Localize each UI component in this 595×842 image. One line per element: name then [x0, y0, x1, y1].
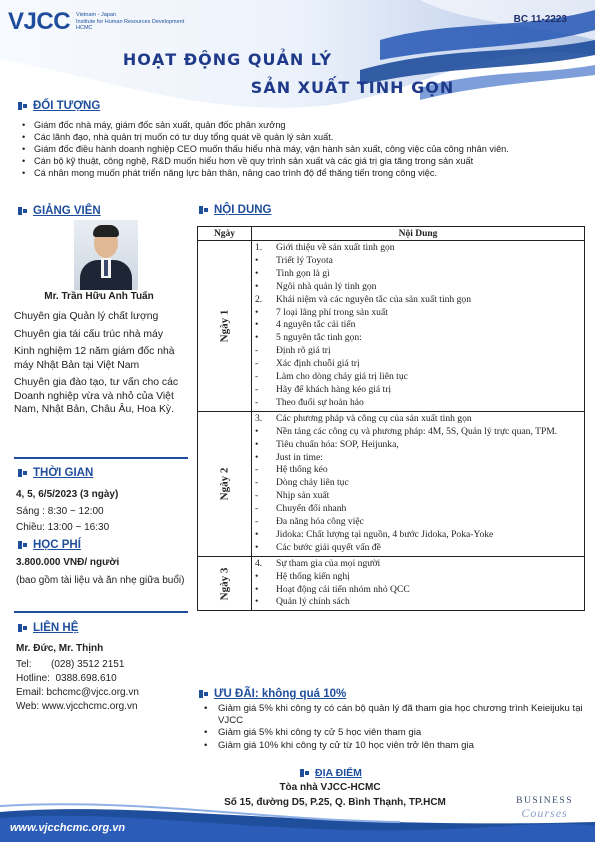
- contact-tel: Tel: (028) 3512 2151: [16, 659, 125, 670]
- table-row: [198, 556, 585, 611]
- list-marker: 3.: [255, 412, 263, 424]
- list-marker: •: [255, 438, 259, 450]
- audience-heading-text: ĐỐI TƯỢNG: [33, 100, 101, 112]
- day-label: Ngày 2: [218, 467, 231, 501]
- lecturer-desc-item: Kinh nghiệm 12 năm giám đốc nhà máy Nhật Bản tại Việt Nam: [14, 346, 175, 371]
- list-marker: -: [255, 345, 259, 357]
- footer-banner: [0, 800, 595, 842]
- content-heading-text: NỘI DUNG: [214, 204, 272, 216]
- table-header-row: [198, 227, 585, 241]
- section-bullet-icon: [18, 102, 28, 110]
- list-item-text: Tiêu chuẩn hóa: SOP, Heijunka,: [276, 438, 399, 450]
- list-item-text: Dòng chảy liên tục: [276, 477, 349, 489]
- list-marker: •: [255, 280, 259, 292]
- lecturer-heading: [18, 205, 101, 217]
- list-marker: •: [255, 451, 259, 463]
- list-item: • Giảm giá 5% khi công ty có cán bộ quản lý đã tham gia học chương trình Keieijuku tại VJCC: [200, 703, 585, 727]
- list-item-text: 4 nguyên tắc cải tiến: [276, 319, 356, 331]
- list-marker: 1.: [255, 242, 263, 253]
- list-marker: -: [255, 477, 259, 489]
- list-item: • Giám đốc nhà máy, giám đốc sản xuất, quản đốc phân xưởng: [22, 119, 578, 131]
- content-table-body: [198, 241, 585, 611]
- list-item: [252, 516, 580, 529]
- footer-url[interactable]: www.vjcchcmc.org.vn: [10, 822, 126, 834]
- list-item-text: Tinh gọn là gì: [276, 267, 330, 279]
- list-item-text: Quản lý chính sách: [276, 596, 350, 608]
- list-marker: •: [255, 319, 259, 331]
- day-cell: [198, 556, 252, 611]
- contact-heading: [18, 622, 78, 634]
- list-item-text: Chuyển đổi nhanh: [276, 503, 347, 515]
- offer-heading-text: ƯU ĐÃI: không quá 10%: [214, 688, 347, 700]
- fee-amount: 3.800.000 VNĐ/ người: [16, 557, 120, 568]
- list-item: [252, 596, 580, 609]
- list-item-text: Hệ thống kiến nghị: [276, 570, 350, 582]
- day-cell: [198, 241, 252, 412]
- list-item: [252, 294, 580, 307]
- schedule-morning: Sáng : 8:30 ~ 12:00: [16, 506, 104, 517]
- list-item: [252, 477, 580, 490]
- section-bullet-icon: [18, 469, 28, 477]
- list-item: [252, 358, 580, 371]
- lecturer-desc-item: Chuyên gia Quản lý chất lượng: [14, 311, 159, 322]
- list-item-text: Triết lý Toyota: [276, 254, 333, 266]
- logo-subtitle: [76, 12, 184, 32]
- list-item: [252, 542, 580, 555]
- list-item-text: Đa năng hóa công việc: [276, 516, 364, 528]
- list-marker: 2.: [255, 293, 263, 305]
- list-item-text: 5 nguyên tắc tinh gọn:: [276, 332, 362, 344]
- section-bullet-icon: [18, 207, 28, 215]
- section-divider: [14, 457, 188, 459]
- table-row: [198, 411, 585, 556]
- list-item: [252, 307, 580, 320]
- page-title-line-1: HOẠT ĐỘNG QUẢN LÝ: [122, 50, 333, 69]
- schedule-afternoon: Chiều: 13:00 ~ 16:30: [16, 522, 110, 533]
- logo-text: VJCC: [8, 8, 71, 35]
- list-item-text: Ngôi nhà quản lý tinh gọn: [276, 280, 377, 292]
- list-marker: •: [255, 267, 259, 279]
- location-heading: [300, 767, 362, 779]
- contact-heading-text: LIÊN HỆ: [33, 622, 79, 634]
- section-bullet-icon: [199, 206, 209, 214]
- list-item-text: Giới thiệu về sản xuất tinh gọn: [276, 242, 395, 253]
- schedule-heading-text: THỜI GIAN: [33, 467, 94, 479]
- section-bullet-icon: [18, 541, 28, 549]
- content-cell: [252, 556, 585, 611]
- list-marker: 4.: [255, 557, 263, 569]
- header-banner: [0, 0, 595, 110]
- logo-sub-line-2: Institute for Human Resources Development: [76, 18, 185, 25]
- list-item: [252, 332, 580, 345]
- document-code: BC 11-2223: [513, 14, 567, 25]
- schedule-dates: 4, 5, 6/5/2023 (3 ngày): [16, 489, 119, 500]
- location-heading-text: ĐỊA ĐIỂM: [315, 767, 362, 779]
- list-marker: •: [255, 254, 259, 266]
- column-header-content: Nội Dung: [252, 227, 585, 241]
- location-address: Số 15, đường D5, P.25, Q. Bình Thạnh, TP.HCM: [224, 797, 446, 808]
- list-marker: -: [255, 464, 259, 476]
- list-item-text: Just in time:: [276, 451, 323, 463]
- list-marker: -: [255, 516, 259, 528]
- location-name: Tòa nhà VJCC-HCMC: [279, 782, 381, 793]
- list-item-text: Hệ thống kéo: [276, 464, 328, 476]
- contact-hotline: Hotline: 0388.698.610: [16, 673, 117, 684]
- lecturer-description: [14, 310, 192, 421]
- list-item: [252, 345, 580, 358]
- list-item: • Giảm giá 10% khi công ty cử từ 10 học viên trở lên tham gia: [200, 740, 585, 752]
- vjcc-logo: [8, 8, 184, 36]
- list-item: • Các lãnh đạo, nhà quản trị muốn có tư duy tổng quát về quản lý sản xuất.: [22, 131, 578, 143]
- fee-heading-text: HỌC PHÍ: [33, 539, 81, 551]
- footer-wave-decoration: [0, 800, 595, 842]
- list-item: [252, 397, 580, 410]
- list-item: [252, 268, 580, 281]
- lecturer-desc-item: Chuyên gia tái cấu trúc nhà máy: [14, 328, 164, 340]
- content-cell: [252, 411, 585, 556]
- fee-heading: [18, 539, 81, 551]
- list-item: • Giảm giá 5% khi công ty cử 5 học viên tham gia: [200, 727, 585, 739]
- list-item-text: Hoạt động cải tiến nhóm nhỏ QCC: [276, 583, 410, 595]
- list-marker: •: [255, 528, 259, 540]
- list-marker: •: [255, 425, 259, 437]
- schedule-heading: [18, 467, 93, 479]
- logo-sub-line-3: HCMC: [76, 25, 93, 32]
- contact-email[interactable]: Email: bchcmc@vjcc.org.vn: [16, 687, 139, 698]
- list-item-text: Nền tảng các công cụ và phương pháp: 4M, 5S, Quản lý trực quan, TPM.: [276, 425, 558, 437]
- list-marker: -: [255, 358, 259, 370]
- list-item-text: Jidoka: Chất lượng tại nguồn, 4 bước Jidoka, Poka-Yoke: [276, 528, 494, 540]
- list-item-text: 7 loại lãng phí trong sản xuất: [276, 306, 388, 318]
- brand-line-1: BUSINESS: [516, 796, 573, 806]
- list-marker: •: [255, 332, 259, 344]
- list-marker: •: [255, 583, 259, 595]
- content-list: [252, 557, 584, 611]
- brand-line-2: Courses: [521, 806, 568, 820]
- list-marker: •: [255, 541, 259, 553]
- list-item-text: Định rõ giá trị: [276, 345, 331, 357]
- list-item: • Cá nhân mong muốn phát triển năng lực bản thân, nâng cao trình độ để thăng tiến trong công việc.: [22, 167, 578, 179]
- list-item: [252, 384, 580, 397]
- audience-heading: [18, 100, 100, 112]
- list-item-text: Hãy để khách hàng kéo giá trị: [276, 383, 392, 395]
- contact-names: Mr. Đức, Mr. Thịnh: [16, 643, 104, 654]
- page-title-line-2: SẢN XUẤT TINH GỌN: [250, 78, 455, 97]
- day-cell: [198, 411, 252, 556]
- list-item-text: Sự tham gia của mọi người: [276, 557, 381, 569]
- lecturer-desc-item: Chuyên gia đào tạo, tư vấn cho các Doanh nghiệp vừa và nhỏ của Việt Nam, Nhật Bản, Châu Âu, Hoa Kỳ.: [14, 377, 179, 415]
- list-marker: •: [255, 306, 259, 318]
- audience-list: [22, 119, 578, 179]
- list-marker: -: [255, 503, 259, 515]
- fee-note: (bao gồm tài liệu và ăn nhẹ giữa buổi): [16, 575, 185, 586]
- list-item-text: Làm cho dòng chảy giá trị liên tục: [276, 371, 408, 383]
- list-item-text: Nhịp sản xuất: [276, 490, 330, 502]
- list-item-text: Xác định chuỗi giá trị: [276, 358, 360, 370]
- content-list: [252, 241, 584, 411]
- list-marker: -: [255, 383, 259, 395]
- content-cell: [252, 241, 585, 412]
- list-item-text: Các phương pháp và công cụ của sản xuất tinh gọn: [276, 412, 472, 424]
- list-item: [252, 571, 580, 584]
- list-item: [252, 584, 580, 597]
- list-item: [252, 281, 580, 294]
- list-item: [252, 490, 580, 503]
- list-item: [252, 503, 580, 516]
- lecturer-name: Mr. Trần Hữu Anh Tuấn: [44, 291, 154, 302]
- column-header-day: Ngày: [198, 227, 252, 241]
- list-item: [252, 413, 580, 426]
- list-item: [252, 426, 580, 439]
- content-list: [252, 412, 584, 556]
- table-row: [198, 241, 585, 412]
- section-bullet-icon: [300, 769, 310, 777]
- section-bullet-icon: [18, 624, 28, 632]
- contact-web[interactable]: Web: www.vjcchcmc.org.vn: [16, 701, 138, 712]
- list-item: [252, 529, 580, 542]
- content-table: [197, 226, 585, 611]
- list-item: • Cán bộ kỹ thuật, công nghệ, R&D muốn hiểu hơn về quy trình sản xuất và các giá trị gia tăng trong sản xuất: [22, 155, 578, 167]
- list-item: [252, 439, 580, 452]
- list-item: [252, 452, 580, 465]
- offer-list: [200, 703, 585, 752]
- list-item-text: Theo đuổi sự hoàn hảo: [276, 396, 364, 408]
- list-marker: •: [255, 596, 259, 608]
- logo-sub-line-1: Vietnam - Japan: [76, 12, 116, 19]
- list-marker: -: [255, 396, 259, 408]
- list-item: [252, 242, 580, 255]
- list-marker: •: [255, 570, 259, 582]
- section-bullet-icon: [199, 690, 209, 698]
- list-marker: -: [255, 490, 259, 502]
- list-marker: -: [255, 371, 259, 383]
- list-item: [252, 255, 580, 268]
- lecturer-heading-text: GIẢNG VIÊN: [33, 205, 101, 217]
- list-item-text: Các bước giải quyết vấn đề: [276, 541, 381, 553]
- offer-heading: [199, 688, 346, 700]
- list-item: [252, 558, 580, 571]
- list-item: [252, 464, 580, 477]
- day-label: Ngày 1: [218, 309, 231, 343]
- lecturer-photo: [74, 220, 138, 290]
- section-divider: [14, 611, 188, 613]
- day-label: Ngày 3: [218, 567, 231, 600]
- list-item: • Giám đốc điều hành doanh nghiệp CEO muốn thấu hiểu nhà máy, vận hành sản xuất, công việc của công nhân viên.: [22, 143, 578, 155]
- list-item-text: Khái niệm và các nguyên tắc của sản xuất tinh gọn: [276, 293, 472, 305]
- list-item: [252, 319, 580, 332]
- list-item: [252, 371, 580, 384]
- content-heading: [199, 204, 272, 216]
